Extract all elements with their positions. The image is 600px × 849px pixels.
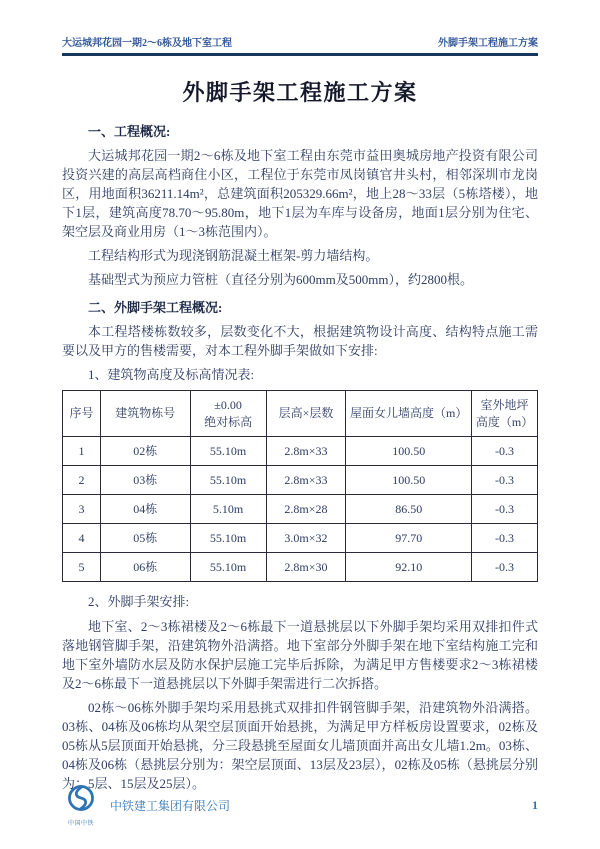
table-cell: 2.8m×30	[266, 553, 346, 582]
table-row	[63, 466, 538, 495]
table-header-cell: ±0.00 绝对标高	[190, 391, 266, 437]
section-1-paragraph-2: 工程结构形式为现浇钢筋混凝土框架-剪力墙结构。	[88, 248, 379, 263]
table-cell: 5	[63, 553, 101, 582]
table-cell: 55.10m	[190, 466, 266, 495]
section-2-paragraph-3: 02栋～06栋外脚手架均采用悬挑式双排扣件钢管脚手架，沿建筑物外沿满搭。03栋、04栋及06栋均从架空层顶面开始悬挑，为满足甲方样板房设置要求，02栋及05栋从5层顶面开始悬挑，分三段悬挑至屋面女儿墙顶面并高出女儿墙1.2m。03栋、04栋及06栋（悬挑层分别为：架空层顶面、13层及23层），02栋及05栋（悬挑层分别为：5层、15层及25层）。	[62, 700, 538, 791]
table-cell: 2.8m×33	[266, 466, 346, 495]
section-2-paragraph-2: 地下室、2～3栋裙楼及2～6栋最下一道悬挑层以下外脚手架均采用双排扣件式落地钢管脚手架，沿建筑物外沿满搭。地下室部分外脚手架在地下室结构施工完和地下室外墙防水层及防水保护层施工完毕后拆除，为满足甲方售楼要求2～3栋裙楼及2～6栋最下一道悬挑层以下外脚手架需进行二次拆搭。	[62, 619, 538, 691]
table-header-cell: 室外地坪 高度（m）	[472, 391, 538, 437]
building-height-table	[62, 390, 538, 582]
document-title: 外脚手架工程施工方案	[182, 80, 418, 105]
table-header-cell: 序号	[63, 391, 101, 437]
table-cell: 3	[63, 495, 101, 524]
table-cell: 97.70	[346, 524, 472, 553]
table-cell: 2	[63, 466, 101, 495]
table-cell: 86.50	[346, 495, 472, 524]
table-cell: 2.8m×33	[266, 437, 346, 466]
page-header	[62, 34, 538, 56]
header-right-title: 外脚手架工程施工方案	[438, 38, 538, 49]
table-header-cell: 屋面女儿墙高度（m）	[346, 391, 472, 437]
table-cell: -0.3	[472, 553, 538, 582]
table-cell: 100.50	[346, 437, 472, 466]
section-2-heading: 二、外脚手架工程概况:	[88, 300, 223, 315]
table-header-cell: 层高×层数	[266, 391, 346, 437]
table-cell: 04栋	[100, 495, 190, 524]
table-cell: -0.3	[472, 524, 538, 553]
header-left-title: 大运城邦花园一期2～6栋及地下室工程	[62, 38, 232, 49]
china-railway-logo-icon	[67, 784, 95, 817]
table-header-row	[63, 391, 538, 437]
table-cell: 4	[63, 524, 101, 553]
section-2-paragraph-1: 本工程塔楼栋数较多，层数变化不大，根据建筑物设计高度、结构特点施工需要以及甲方的售楼需要，对本工程外脚手架做如下安排:	[62, 324, 538, 358]
table-cell: 05栋	[100, 524, 190, 553]
table-cell: 06栋	[100, 553, 190, 582]
table-cell: 02栋	[100, 437, 190, 466]
page-footer	[62, 784, 538, 827]
table-cell: 55.10m	[190, 437, 266, 466]
table-cell: 3.0m×32	[266, 524, 346, 553]
table-row	[63, 524, 538, 553]
section-1-heading: 一、工程概况:	[88, 124, 171, 139]
logo-caption: 中国中铁	[67, 821, 94, 827]
table-row	[63, 437, 538, 466]
table-row	[63, 553, 538, 582]
table-cell: -0.3	[472, 437, 538, 466]
table-cell: -0.3	[472, 466, 538, 495]
subsection-2-label: 2、外脚手架安排:	[88, 594, 190, 609]
table-cell: 55.10m	[190, 524, 266, 553]
section-1-paragraph-3: 基础型式为预应力管桩（直径分别为600mm及500mm），约2800根。	[88, 272, 473, 287]
company-name: 中铁建工集团有限公司	[110, 799, 231, 813]
section-1-paragraph-1: 大运城邦花园一期2～6栋及地下室工程由东莞市益田奥城房地产投资有限公司投资兴建的高层高档商住小区，工程位于东莞市凤岗镇官井头村，相邻深圳市龙岗区，用地面积36211.14m²，总建筑面积205329.66m²，地上28～33层（5栋塔楼），地下1层，建筑高度78.70～95.80m，地下1层为车库与设备房，地面1层分别为住宅、架空层及商业用房（1～3栋范围内）。	[62, 148, 538, 239]
page-number: 1	[532, 798, 538, 812]
table-cell: 55.10m	[190, 553, 266, 582]
table-cell: 1	[63, 437, 101, 466]
table-header-cell: 建筑物栋号	[100, 391, 190, 437]
table-row	[63, 495, 538, 524]
table-cell: -0.3	[472, 495, 538, 524]
table-caption: 1、建筑物高度及标高情况表:	[88, 367, 255, 382]
table-cell: 03栋	[100, 466, 190, 495]
table-cell: 100.50	[346, 466, 472, 495]
table-cell: 92.10	[346, 553, 472, 582]
company-logo	[62, 784, 100, 827]
table-cell: 5.10m	[190, 495, 266, 524]
table-cell: 2.8m×28	[266, 495, 346, 524]
